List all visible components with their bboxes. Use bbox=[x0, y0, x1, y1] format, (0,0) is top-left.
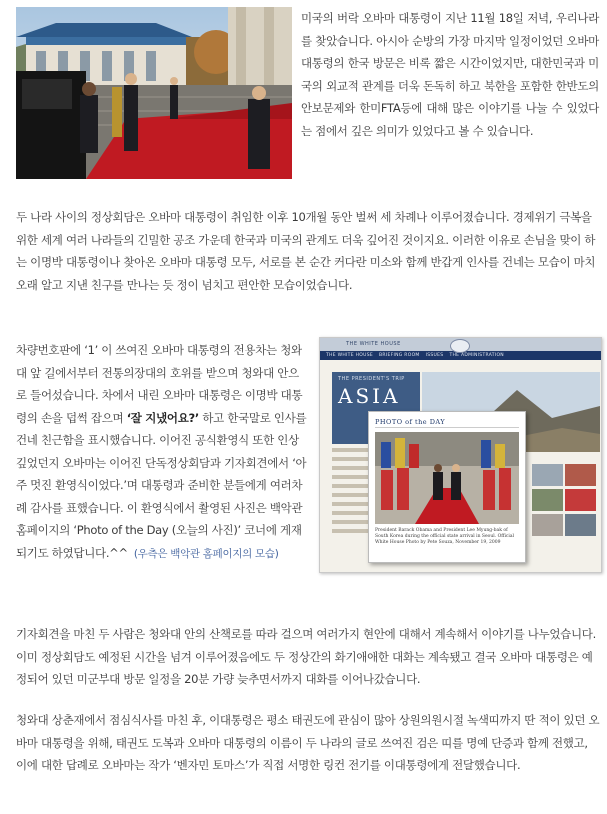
welcome-ceremony-photo bbox=[16, 7, 292, 179]
walk-paragraph: 기자회견을 마친 두 사람은 청와대 안의 산책로를 따라 걸으며 여러가지 현안에 대해서 계속해서 이야기를 나누었습니다. 이미 정상회담도 예정된 시간을 넘겨 이루어졌음에도 두 정상간의 화기애애한 대화는 계속됐고 결국 오바마 대통령은 예정되어 있던 미군부대 방문 일정을 20분 가량 늦추면서까지 대화를 이어나갔습니다. bbox=[16, 627, 596, 686]
summit-paragraph: 두 나라 사이의 정상회담은 오바마 대통령이 취임한 이후 10개월 동안 벌써 세 차례나 이루어졌습니다. 경제위기 극복을 위한 세계 여러 나라들의 긴밀한 공조 가운데 한국과 미국의 관계도 더욱 깊어진 것이지요. 이러한 이유로 손님을 맞이 하는 이명박 대통령이나 찾아온 오바마 대통령 모두, 서로를 본 순간 커다란 미소와 함께 반갑게 인사를 건네는 모습이 마치 오래 알고 지낸 친구를 만나는 듯 정이 넘치고 편안한 모습이었습니다. bbox=[16, 210, 596, 292]
gift-paragraph: 청와대 상춘재에서 점심식사를 마친 후, 이대통령은 평소 태권도에 관심이 많아 상원의원시절 녹색띠까지 딴 적이 있던 오바마 대통령을 위해, 태권도 도복과 오바마 대통령의 이름이 두 나라의 글로 쓰여진 검은 띠를 명예 단증과 함께 전했고, 이에 대한 답례로 오바마는 작가 ‘벤자민 토마스’가 직접 서명한 링컨 전기를 이대통령에게 전달했습니다. bbox=[16, 713, 600, 772]
intro-paragraph: 미국의 버락 오바마 대통령이 지난 11월 18일 저녁, 우리나라를 찾았습니다. 아시아 순방의 가장 마지막 일정이었던 오바마 대통령의 한국 방문은 비록 짧은 시간이었지만, 대한민국과 미국의 외교적 관계를 더욱 돈독히 하고 북한을 포함한 한반도의 안보문제와 한미FTA등에 대해 많은 이야기를 나눌 수 있었다는 점에서 깊은 의미가 있었다고 볼 수 있습니다. bbox=[301, 11, 599, 138]
whitehouse-sidebar-links bbox=[332, 448, 372, 538]
trip-label: THE PRESIDENT'S TRIP bbox=[338, 376, 405, 382]
whitehouse-site-title: THE WHITE HOUSE bbox=[346, 341, 401, 347]
wh-nav-item: THE WHITE HOUSE bbox=[326, 353, 374, 358]
welcome-ceremony-illustration bbox=[16, 7, 292, 179]
whitehouse-header bbox=[320, 338, 601, 351]
whitehouse-homepage-image bbox=[319, 337, 602, 573]
motorcade-paragraph bbox=[16, 339, 308, 565]
honor-guard-illustration bbox=[375, 432, 519, 524]
wh-nav-item: BRIEFING ROOM bbox=[379, 353, 420, 358]
trip-word: ASIA bbox=[338, 384, 401, 408]
wh-nav-item: ISSUES bbox=[425, 353, 444, 358]
photo-of-the-day-card bbox=[368, 411, 526, 563]
motorcade-text-after: 하고 한국말로 인사를 건네 친근함을 표시했습니다. 이어진 공식환영식 또한 인상 깊었던지 오바마는 이어진 단독정상회담과 기자회견에서 ‘아주 멋진 환영식이었다.’며 대통령과 준비한 분들에게 여러차례 감사를 표했습니다. 이 환영식에서 촬영된 사진은 백악관 홈페이지의 ‘Photo of the Day (오늘의 사진)’ 코너에 게재되기도 하였답니다.^^ bbox=[16, 410, 307, 560]
whitehouse-thumbnails bbox=[532, 464, 598, 539]
wh-nav-item: THE ADMINISTRATION bbox=[449, 353, 504, 358]
motorcade-text-before: 차량번호판에 ‘1’ 이 쓰여진 오바마 대통령의 전용차는 청와대 앞 길에서부터 전통의장대의 호위를 받으며 청와대 안으로 들어섰습니다. 차에서 내린 오바마 대통령은 이명박 대통령의 손을 덥썩 잡으며 bbox=[16, 343, 303, 425]
presidential-seal-icon bbox=[450, 339, 470, 353]
potd-photo bbox=[375, 432, 519, 524]
potd-caption: President Barack Obama and President Lee Myung-bak of South Korea during the official state arrival in Seoul. Official White House Photo by Pete Souza, November 19, 2009 bbox=[375, 528, 514, 545]
potd-title: PHOTO of the DAY bbox=[375, 418, 519, 428]
greeting-quote: ‘잘 지냈어요?’ bbox=[126, 410, 199, 425]
image-caption: (우측은 백악관 홈페이지의 모습) bbox=[133, 547, 279, 560]
